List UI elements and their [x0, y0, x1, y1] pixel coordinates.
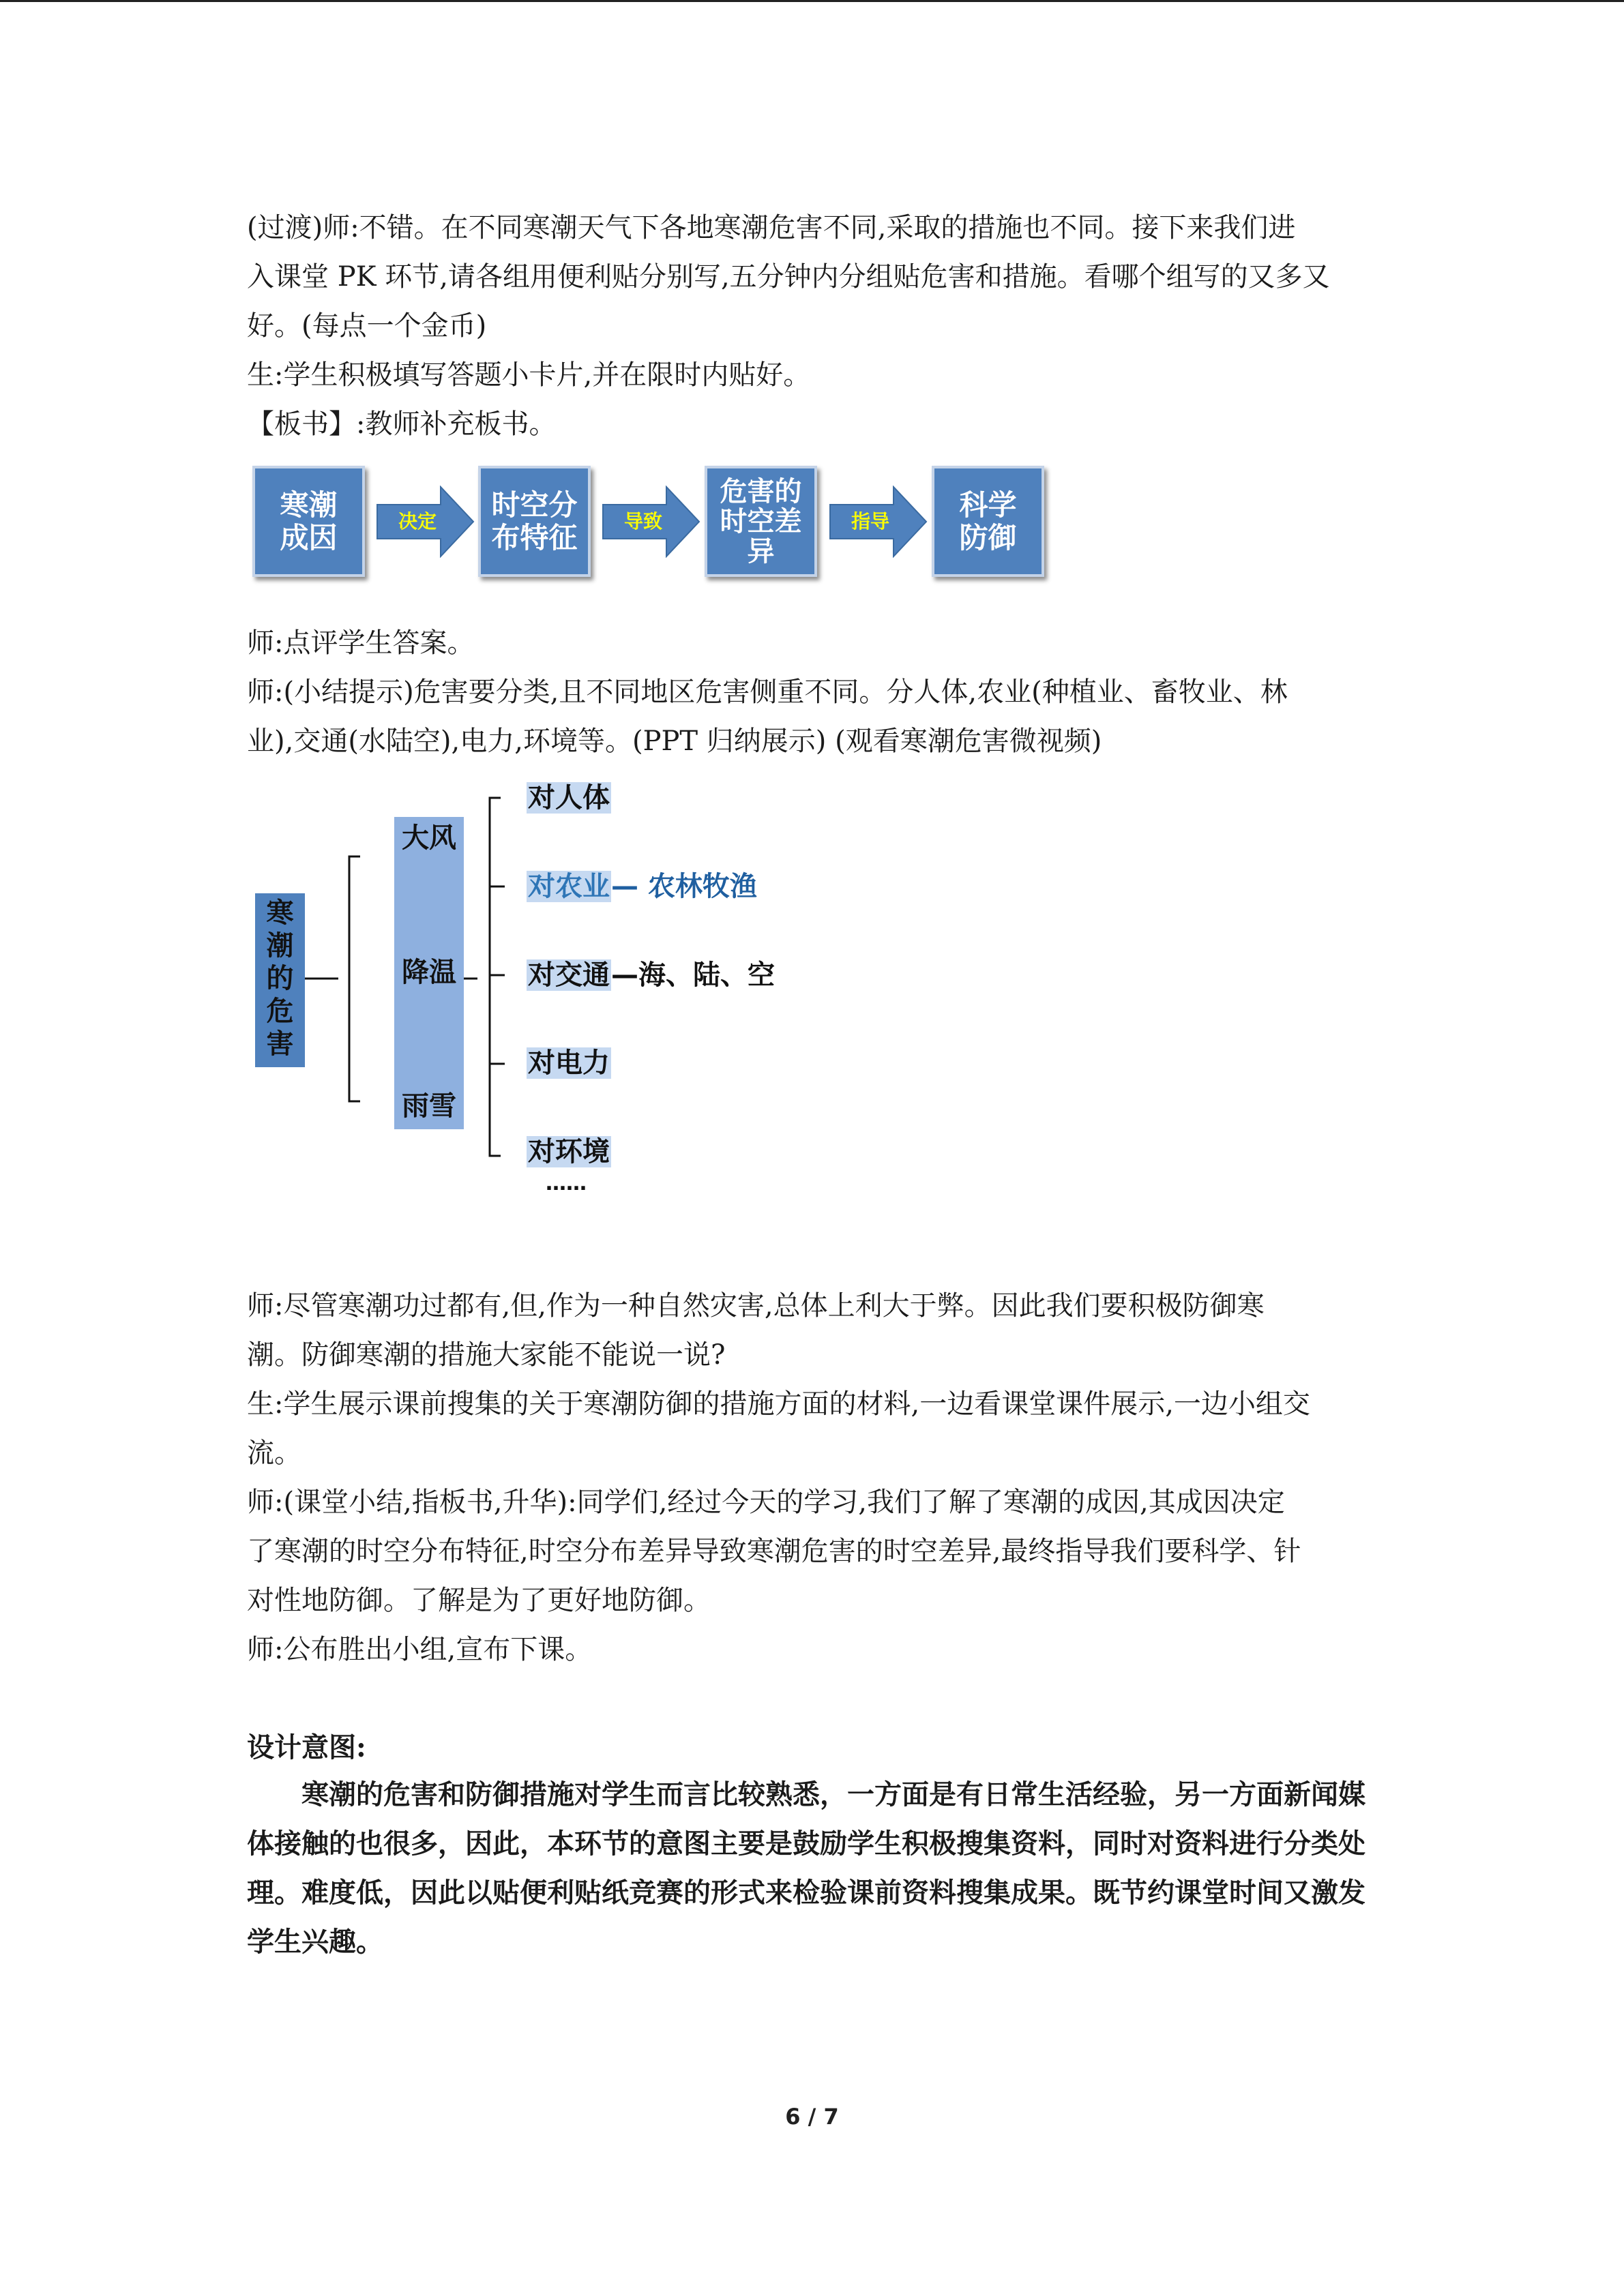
more-ellipsis: ……	[546, 1172, 587, 1195]
text-line: 流。	[247, 1437, 301, 1469]
hazard-label: 对环境	[528, 1136, 610, 1167]
flow-arrow-label: 决定	[398, 510, 437, 533]
hazard-item	[527, 1132, 611, 1172]
text-line: 师:公布胜出小组,宣布下课。	[247, 1634, 593, 1665]
text-line: 师:点评学生答案。	[247, 627, 475, 659]
hazard-item	[527, 867, 757, 906]
text-line: 生:学生积极填写答题小卡片,并在限时内贴好。	[247, 359, 811, 391]
cause-wind: 大风	[402, 822, 456, 854]
hazard-item	[527, 955, 775, 995]
text-line: 对性地防御。了解是为了更好地防御。	[247, 1585, 711, 1616]
root-char: 潮	[266, 930, 294, 961]
text-line: 师:(课堂小结,指板书,升华):同学们,经过今天的学习,我们了解了寒潮的成因,其成因决定	[247, 1487, 1285, 1518]
flow-box-hazard: 危害的 时空差 异	[705, 466, 817, 577]
text-line: (过渡)师:不错。在不同寒潮天气下各地寒潮危害不同,采取的措施也不同。接下来我们进	[247, 212, 1296, 243]
root-char: 的	[266, 963, 294, 994]
hazard-item	[527, 778, 611, 818]
hazard-suffix: —海、陆、空	[611, 959, 775, 991]
text-line: 【板书】:教师补充板书。	[247, 408, 557, 440]
flow-arrow-label: 导致	[623, 510, 662, 533]
design-intent-title: 设计意图:	[247, 1731, 366, 1763]
text-line: 业),交通(水陆空),电力,环境等。(PPT 归纳展示) (观看寒潮危害微视频)	[247, 726, 1102, 757]
hazard-item	[527, 1043, 611, 1083]
hazard-label: 对人体	[528, 782, 610, 814]
text-line: 好。(每点一个金币)	[247, 310, 487, 342]
design-intent-body: 寒潮的危害和防御措施对学生而言比较熟悉，一方面是有日常生活经验，另一方面新闻媒体接触的也很多，因此，本环节的意图主要是鼓励学生积极搜集资料，同时对资料进行分类处理。难度低，因此以贴便利贴纸竞赛的形式来检验课前资料搜集成果。既节约课堂时间又激发学生兴趣。	[247, 1778, 1365, 1958]
root-char: 害	[266, 1028, 294, 1060]
hazard-root-box	[255, 893, 305, 1067]
cause-snow: 雨雪	[402, 1090, 456, 1122]
text-line: 生:学生展示课前搜集的关于寒潮防御的措施方面的材料,一边看课堂课件展示,一边小组交	[247, 1388, 1310, 1420]
hazard-label: 对农业	[528, 871, 610, 902]
flow-box-distribution: 时空分 布特征	[478, 466, 591, 577]
hazard-label: 对电力	[528, 1047, 610, 1079]
root-char: 危	[266, 996, 294, 1027]
page-number: 6 / 7	[785, 2104, 839, 2130]
text-line: 师:(小结提示)危害要分类,且不同地区危害侧重不同。分人体,农业(种植业、畜牧业、林	[247, 676, 1288, 708]
text-line: 入课堂 PK 环节,请各组用便利贴分别写,五分钟内分组贴危害和措施。看哪个组写的又多又	[247, 261, 1330, 293]
text-line: 了寒潮的时空分布特征,时空分布差异导致寒潮危害的时空差异,最终指导我们要科学、针	[247, 1536, 1301, 1567]
hazard-suffix: — 农林牧渔	[611, 871, 757, 902]
cause-cooling: 降温	[402, 957, 456, 988]
flow-box-cause: 寒潮 成因	[252, 466, 365, 577]
flow-box-defense: 科学 防御	[932, 466, 1044, 577]
text-line: 师:尽管寒潮功过都有,但,作为一种自然灾害,总体上利大于弊。因此我们要积极防御寒	[247, 1290, 1265, 1322]
root-char: 寒	[266, 897, 294, 929]
hazard-label: 对交通	[528, 959, 610, 991]
text-line: 潮。防御寒潮的措施大家能不能说一说?	[247, 1339, 726, 1371]
flow-arrow-label: 指导	[851, 510, 889, 533]
